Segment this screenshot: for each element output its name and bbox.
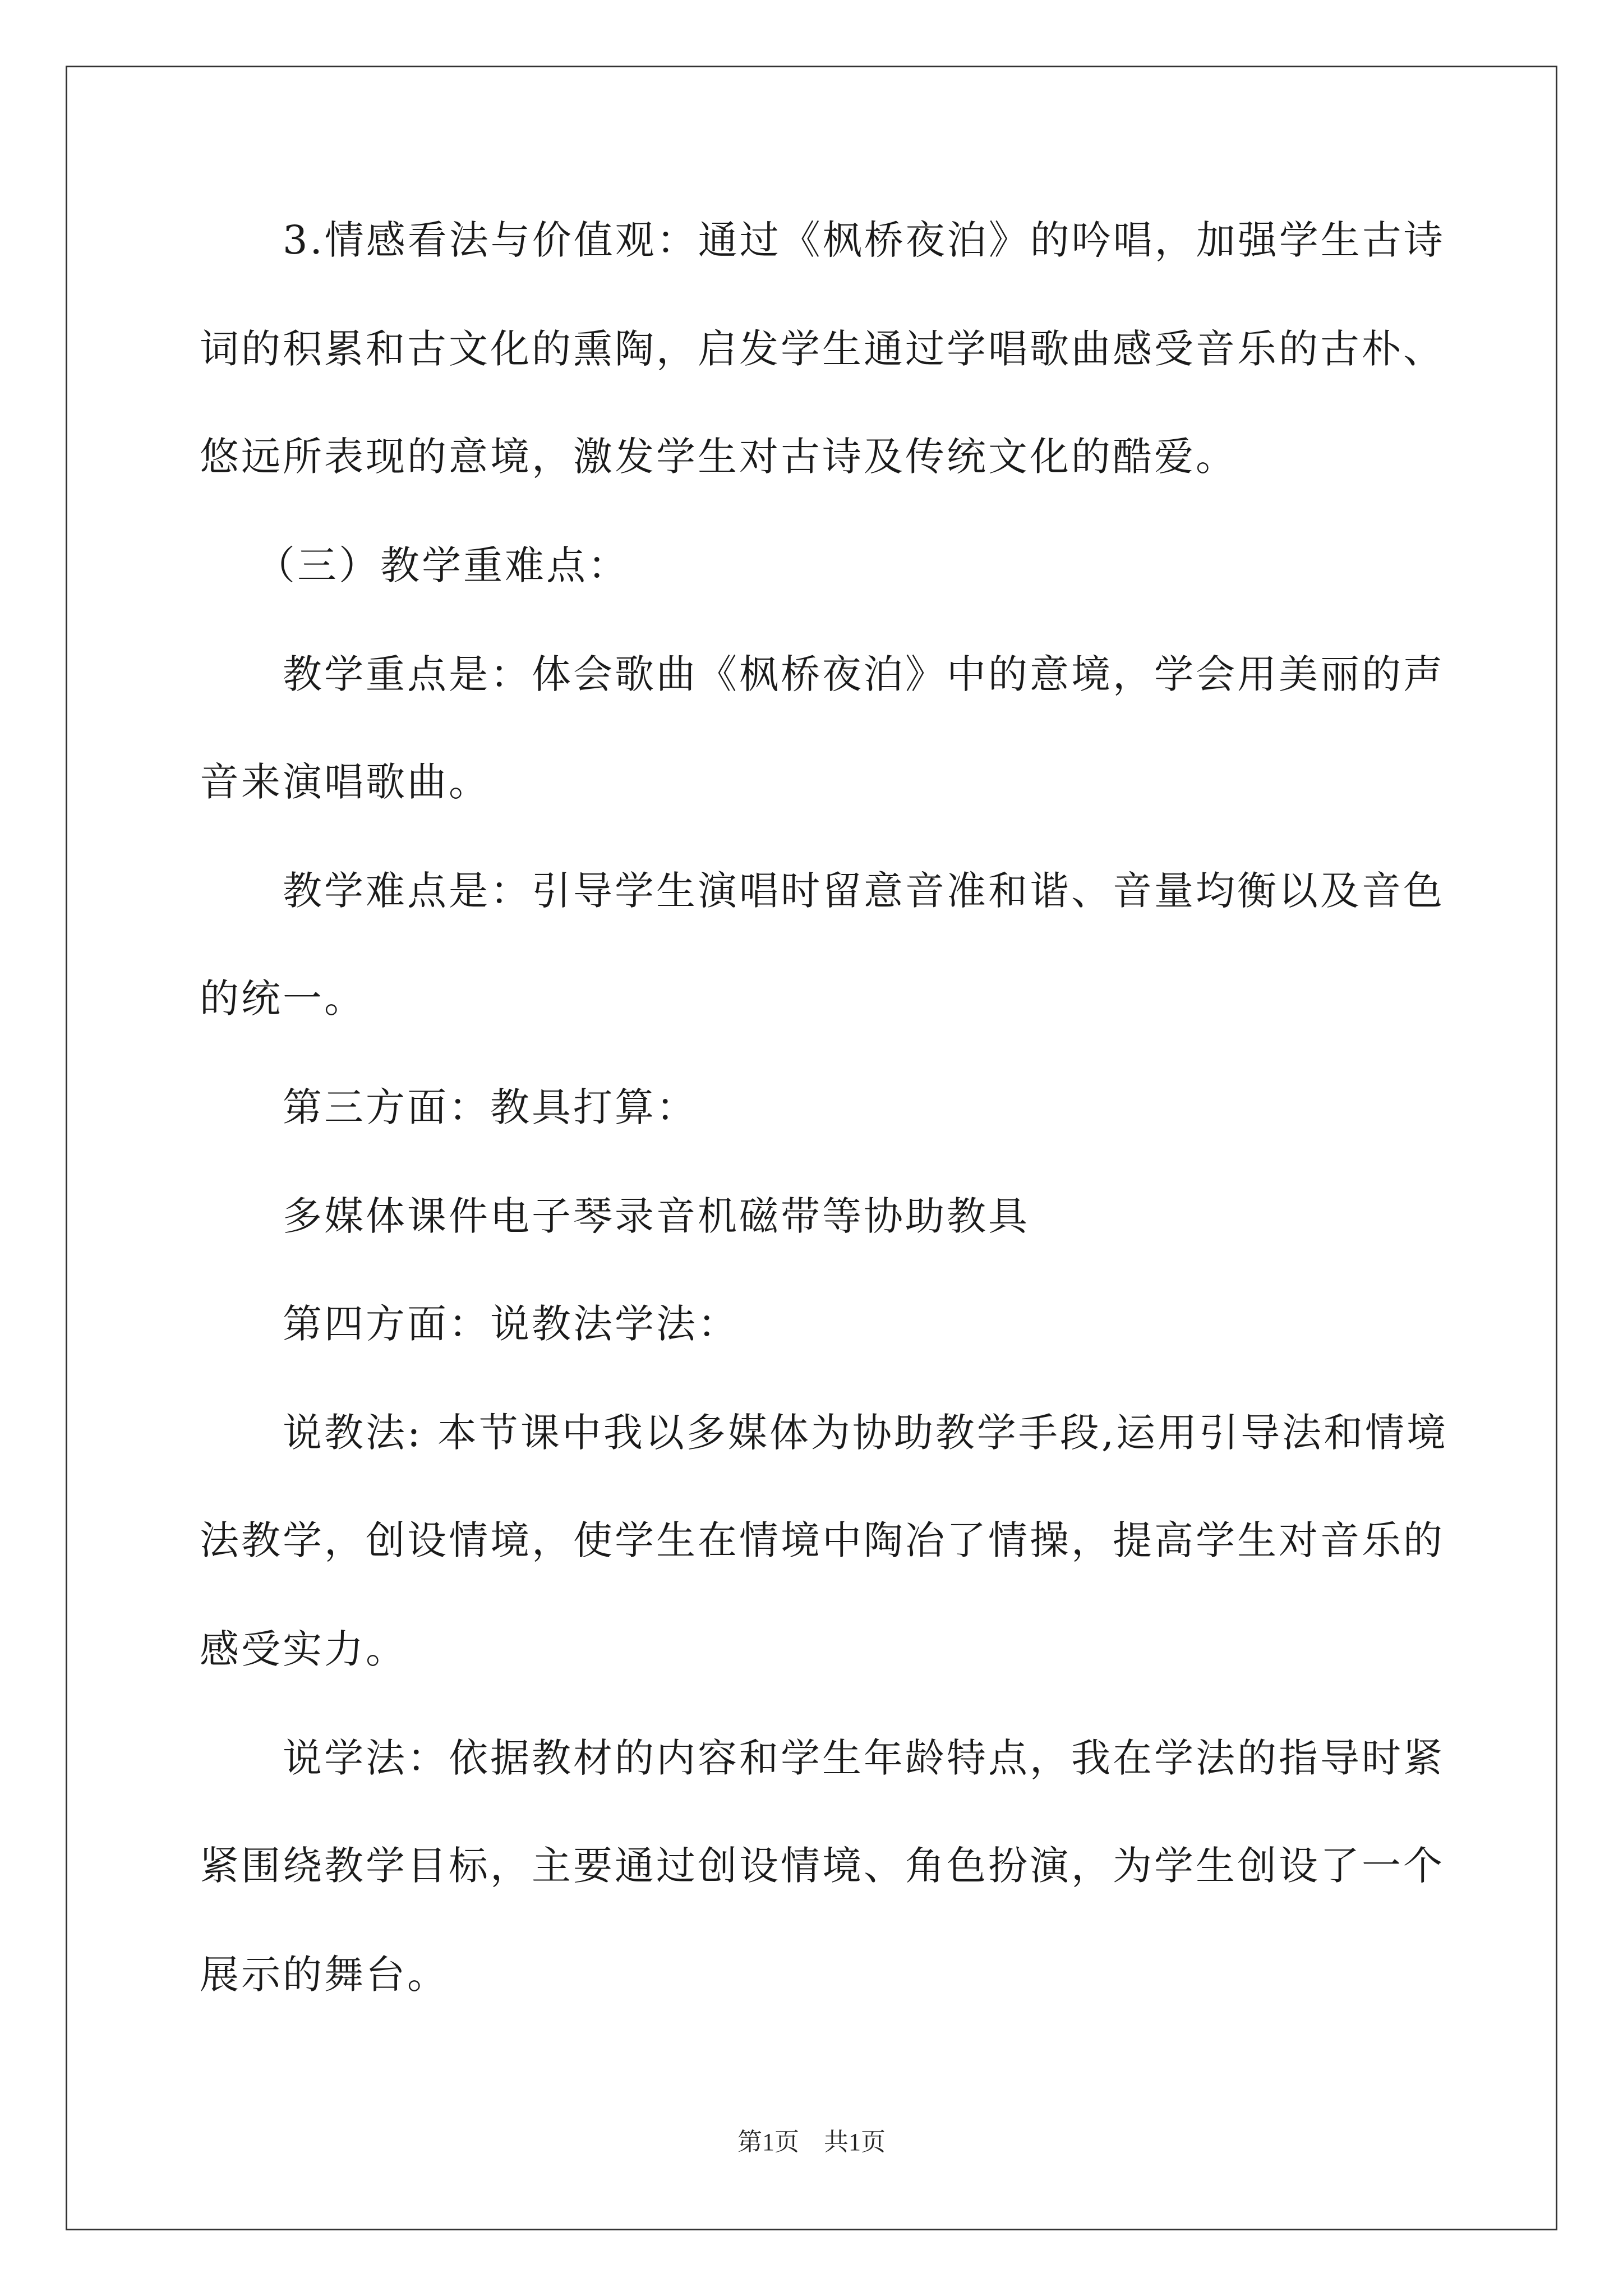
paragraph-line: 音来演唱歌曲。 (200, 759, 490, 805)
section-heading: 第四方面：说教法学法： (283, 1301, 739, 1347)
page-number: 第1页 共1页 (737, 2128, 886, 2156)
paragraph-line: 紧围绕教学目标，主要通过创设情境、角色扮演，为学生创设了一个 (200, 1843, 1445, 1889)
section-heading: （三）教学重难点： (256, 542, 629, 588)
paragraph-line: 多媒体课件电子琴录音机磁带等协助教具 (283, 1193, 1030, 1239)
paragraph-line: 3.情感看法与价值观：通过《枫桥夜泊》的吟唱，加强学生古诗 (283, 217, 1445, 263)
paragraph-line: 悠远所表现的意境，激发学生对古诗及传统文化的酷爱。 (200, 434, 1237, 480)
paragraph-line: 法教学，创设情境，使学生在情境中陶冶了情操，提高学生对音乐的 (200, 1517, 1445, 1563)
section-heading: 第三方面：教具打算： (283, 1084, 698, 1130)
paragraph-line: 教学难点是：引导学生演唱时留意音准和谐、音量均衡以及音色 (283, 868, 1445, 914)
page-border (66, 66, 1557, 2230)
paragraph-line: 感受实力。 (200, 1626, 407, 1672)
paragraph-line: 的统一。 (200, 976, 366, 1022)
paragraph-line: 说教法: 本节课中我以多媒体为协助教学手段,运用引导法和情境 (283, 1410, 1449, 1456)
paragraph-line: 教学重点是：体会歌曲《枫桥夜泊》中的意境，学会用美丽的声 (283, 651, 1445, 697)
paragraph-line: 词的积累和古文化的熏陶，启发学生通过学唱歌曲感受音乐的古朴、 (200, 326, 1445, 372)
paragraph-line: 展示的舞台。 (200, 1952, 449, 1998)
paragraph-line: 说学法：依据教材的内容和学生年龄特点，我在学法的指导时紧 (283, 1735, 1445, 1781)
